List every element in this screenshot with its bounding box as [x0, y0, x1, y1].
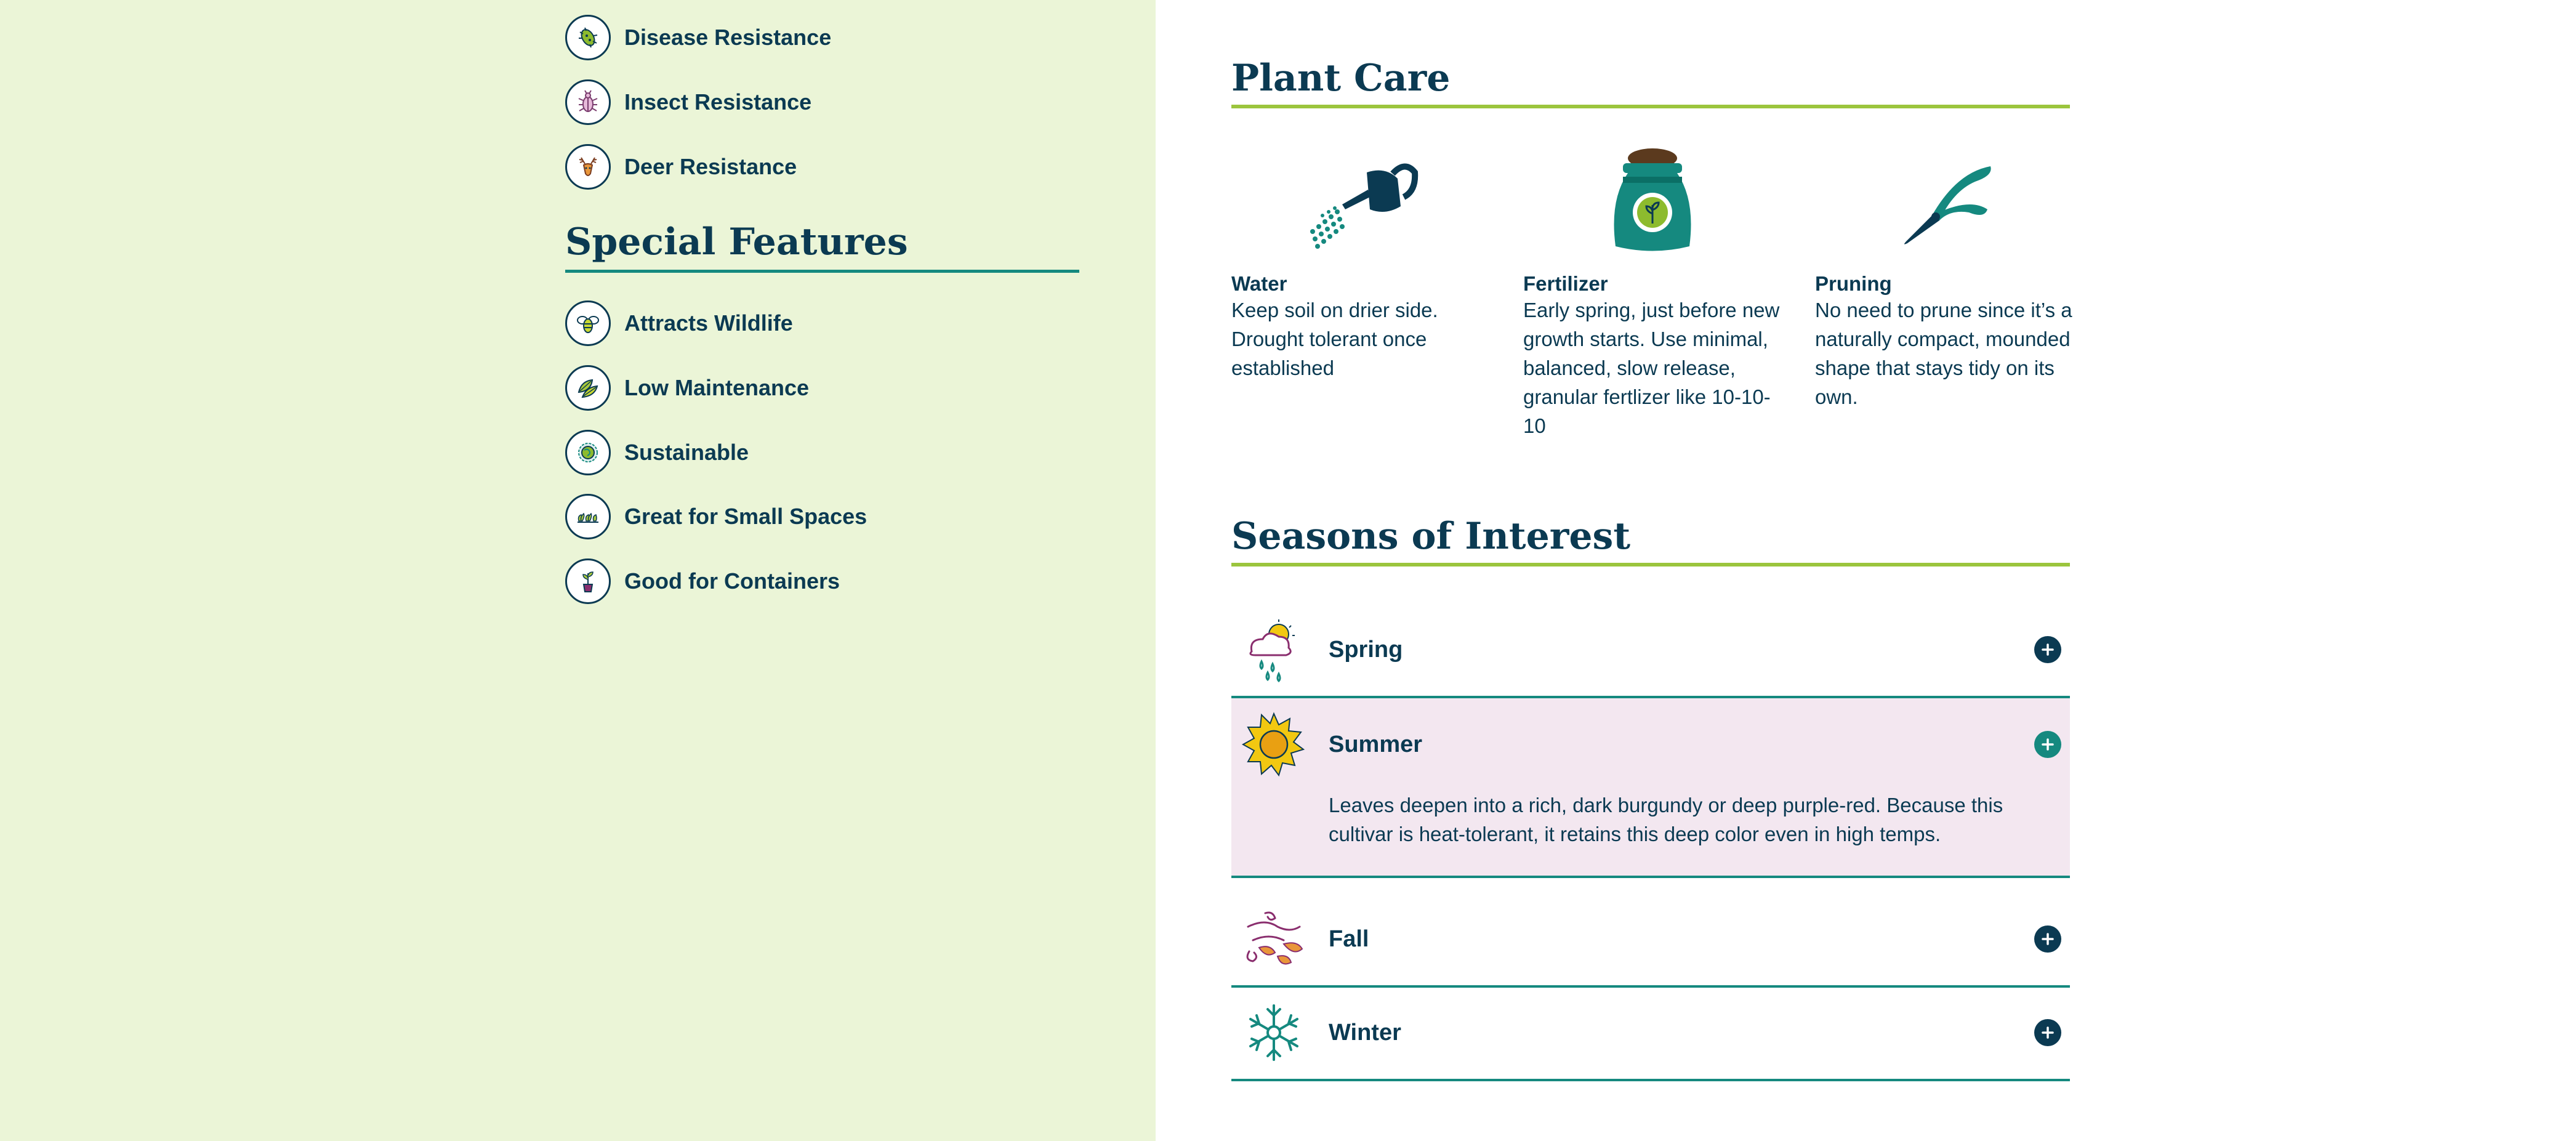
season-header[interactable]: [1231, 986, 2070, 1079]
feature-insect-resistance: [565, 79, 811, 126]
plant-care-heading: Plant Care: [1231, 57, 2070, 108]
globe-icon: [565, 430, 611, 475]
plus-icon: [2040, 737, 2055, 752]
care-title: Water: [1231, 272, 1287, 295]
care-title: Pruning: [1815, 272, 1892, 295]
feature-label: Insect Resistance: [624, 89, 812, 115]
expand-button[interactable]: [2034, 731, 2061, 758]
feature-label: Deer Resistance: [624, 154, 797, 179]
season-header[interactable]: [1231, 698, 2070, 791]
watering-can-icon: [1231, 142, 1490, 265]
feature-label: Disease Resistance: [624, 25, 832, 50]
seasons-heading: Seasons of Interest: [1231, 515, 2070, 566]
left-panel: [0, 0, 1156, 1141]
care-pruning: [1815, 142, 2074, 411]
season-spring: [1231, 603, 2070, 698]
feature-attracts-wildlife: [565, 300, 793, 347]
snowflake-icon: [1240, 999, 1308, 1066]
care-fertilizer: [1523, 142, 1782, 440]
deer-icon: [565, 144, 611, 190]
care-text: No need to prune since it’s a naturally compact, mounded shape that stays tidy on its own.: [1815, 299, 2072, 408]
care-text: Early spring, just before new growth starts. Use minimal, balanced, slow release, granular fertlizer like 10-10-10: [1523, 299, 1780, 437]
season-label: Summer: [1329, 731, 1423, 757]
falling-leaves-icon: [1240, 905, 1308, 973]
special-features-heading: Special Features: [565, 220, 1079, 273]
feature-label: Low Maintenance: [624, 375, 810, 400]
leaves-icon: [565, 365, 611, 411]
spring-weather-icon: [1240, 616, 1308, 683]
season-winter: [1231, 986, 2070, 1081]
potted-plant-icon: [565, 558, 611, 604]
plus-icon: [2040, 932, 2055, 946]
small-plants-icon: [565, 494, 611, 539]
plus-icon: [2040, 642, 2055, 657]
care-title: Fertilizer: [1523, 272, 1608, 295]
feature-label: Attracts Wildlife: [624, 310, 793, 336]
fertilizer-bag-icon: [1523, 142, 1782, 265]
plus-icon: [2040, 1025, 2055, 1040]
care-water: [1231, 142, 1490, 382]
expand-button[interactable]: [2034, 1019, 2061, 1046]
beetle-icon: [565, 79, 611, 125]
bee-icon: [565, 300, 611, 346]
season-header[interactable]: [1231, 603, 2070, 696]
bacteria-icon: [565, 15, 611, 60]
season-label: Spring: [1329, 636, 1403, 663]
season-fall: [1231, 893, 2070, 988]
feature-disease-resistance: [565, 14, 831, 61]
feature-label: Great for Small Spaces: [624, 504, 867, 529]
pruning-shears-icon: [1815, 142, 2074, 265]
season-description: Leaves deepen into a rich, dark burgundy or deep purple-red. Because this cultivar is heat-tolerant, it retains this deep color even in high temps.: [1329, 794, 2003, 845]
feature-deer-resistance: [565, 143, 797, 190]
feature-sustainable: [565, 429, 749, 476]
feature-label: Good for Containers: [624, 568, 840, 594]
expand-button[interactable]: [2034, 636, 2061, 663]
season-summer: [1231, 698, 2070, 878]
feature-small-spaces: [565, 493, 867, 540]
feature-good-containers: [565, 558, 840, 605]
expand-button[interactable]: [2034, 925, 2061, 953]
care-text: Keep soil on drier side. Drought tolerant once established: [1231, 299, 1438, 379]
season-header[interactable]: [1231, 893, 2070, 985]
feature-label: Sustainable: [624, 440, 749, 465]
feature-low-maintenance: [565, 365, 809, 411]
season-label: Winter: [1329, 1019, 1401, 1046]
season-label: Fall: [1329, 925, 1369, 952]
sun-icon: [1240, 711, 1308, 778]
